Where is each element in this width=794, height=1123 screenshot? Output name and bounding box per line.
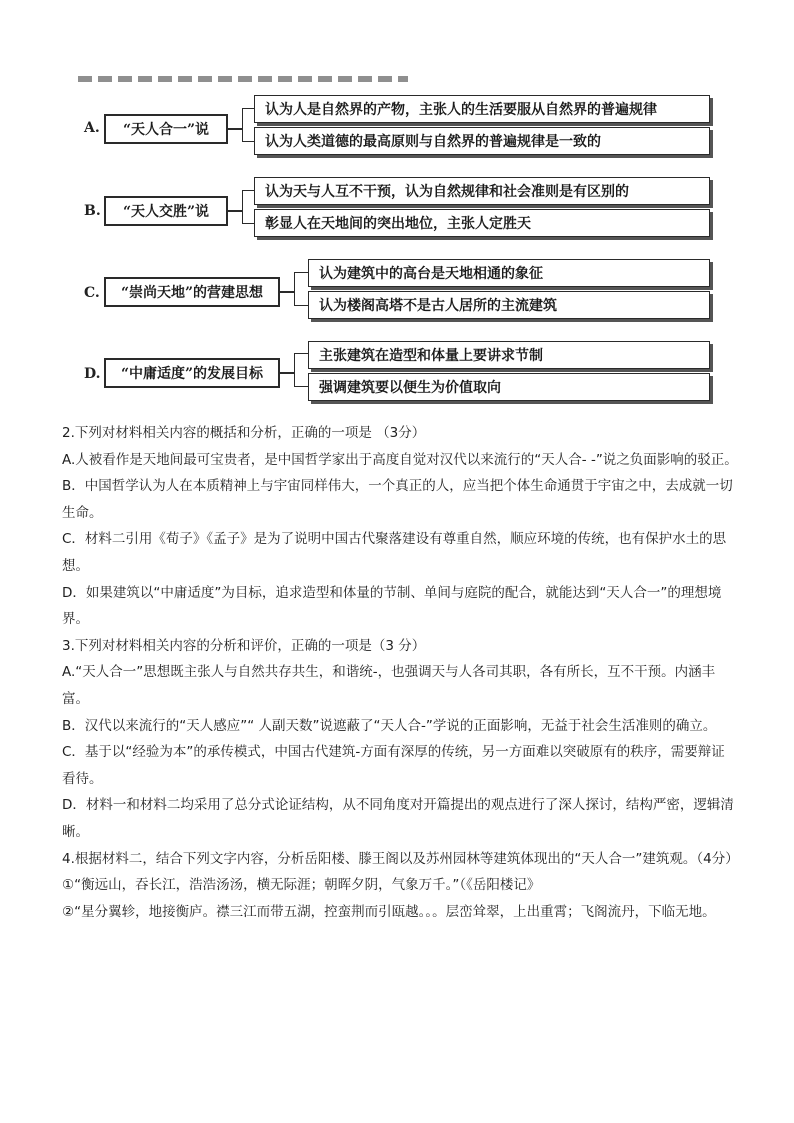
option-b-bracket <box>242 190 254 224</box>
question-2-option-c: C．材料二引用《荀子》《孟子》是为了说明中国古代聚落建设有尊重自然，顺应环境的传统，也有保护水土的思想。 <box>62 531 727 574</box>
question-3-option-b: B．汉代以来流行的“天人感应”“ 人副天数”说遮蔽了“天人合-”学说的正面影响，无益于社会生活准则的确立。 <box>62 717 717 734</box>
question-3-stem: 3.下列对材料相关内容的分析和评价，正确的一项是（3 分） <box>62 637 426 654</box>
scan-artifact <box>78 76 408 82</box>
option-c-desc-1: 认为建筑中的高台是天地相通的象征 <box>308 259 710 287</box>
questions-section <box>62 420 738 925</box>
option-d-connector <box>280 372 294 374</box>
option-a-desc-1: 认为人是自然界的产物，主张人的生活要服从自然界的普遍规律 <box>254 95 710 123</box>
option-b-desc-2: 彰显人在天地间的突出地位，主张人定胜天 <box>254 209 710 237</box>
option-a-desc-2: 认为人类道德的最高原则与自然界的普遍规律是一致的 <box>254 127 710 155</box>
option-a-letter: A. <box>84 120 100 136</box>
question-3-option-c: C．基于以“经验为本”的承传模式，中国古代建筑-方面有深厚的传统，另一方面难以突破原有的秩序，需要辩证看待。 <box>62 744 725 787</box>
option-b-desc-1: 认为天与人互不干预，认为自然规律和社会准则是有区别的 <box>254 177 710 205</box>
question-4-stem: 4.根据材料二，结合下列文字内容，分析岳阳楼、滕王阁以及苏州园林等建筑体现出的“天人合一”建筑观。（4分） <box>62 850 739 867</box>
question-4-quote-1: ①“衡远山，吞长江，浩浩汤汤，横无际涯；朝晖夕阴，气象万千。”（《岳阳楼记》 <box>62 877 541 894</box>
concept-diagram <box>0 0 794 410</box>
question-2-option-a: A.人被看作是天地间最可宝贵者，是中国哲学家出于高度自觉对汉代以来流行的“天人合- -”说之负面影响的驳正。 <box>62 451 738 468</box>
question-3 <box>62 633 738 846</box>
option-c-desc-2: 认为楼阁高塔不是古人居所的主流建筑 <box>308 291 710 319</box>
question-3-option-d: D．材料一和材料二均采用了总分式论证结构，从不同角度对开篇提出的观点进行了深人探讨，结构严密，逻辑清晰。 <box>62 797 734 840</box>
question-2-option-b: B．中国哲学认为人在本质精神上与宇宙同样伟大，一个真正的人，应当把个体生命通贯于宇宙之中，去成就一切生命。 <box>62 478 733 521</box>
option-d-desc-1: 主张建筑在造型和体量上要讲求节制 <box>308 341 710 369</box>
option-d-bracket <box>294 353 308 387</box>
option-b-concept: “天人交胜”说 <box>104 196 228 226</box>
question-2-option-d: D．如果建筑以“中庸适度”为目标，追求造型和体量的节制、单间与庭院的配合，就能达到“天人合一”的理想境界。 <box>62 584 722 628</box>
option-b-connector <box>228 210 242 212</box>
question-2 <box>62 420 738 633</box>
option-c-concept: “崇尚天地”的营建思想 <box>104 277 280 307</box>
option-a-concept: “天人合一”说 <box>104 114 228 144</box>
option-c-letter: C. <box>84 285 100 301</box>
option-b-letter: B. <box>84 203 101 219</box>
option-a-bracket <box>242 108 254 142</box>
question-4 <box>62 846 738 926</box>
option-c-connector <box>280 291 294 293</box>
option-d-desc-2: 强调建筑要以便生为价值取向 <box>308 373 710 401</box>
option-a-connector <box>228 128 242 130</box>
option-c-bracket <box>294 272 308 306</box>
question-4-quote-2: ②“星分翼轸，地接衡庐。襟三江而带五湖，控蛮荆而引瓯越。。。层峦耸翠，上出重霄；飞阁流丹，下临无地。 <box>62 903 716 920</box>
option-d-letter: D. <box>84 366 101 382</box>
question-3-option-a: A.“天人合一”思想既主张人与自然共存共生，和谐统-，也强调天与人各司其职，各有所长，互不干预。内涵丰富。 <box>62 664 716 707</box>
question-2-stem: 2.下列对材料相关内容的概括和分析，正确的一项是 （3分） <box>62 425 426 441</box>
option-d-concept: “中庸适度”的发展目标 <box>104 358 280 388</box>
